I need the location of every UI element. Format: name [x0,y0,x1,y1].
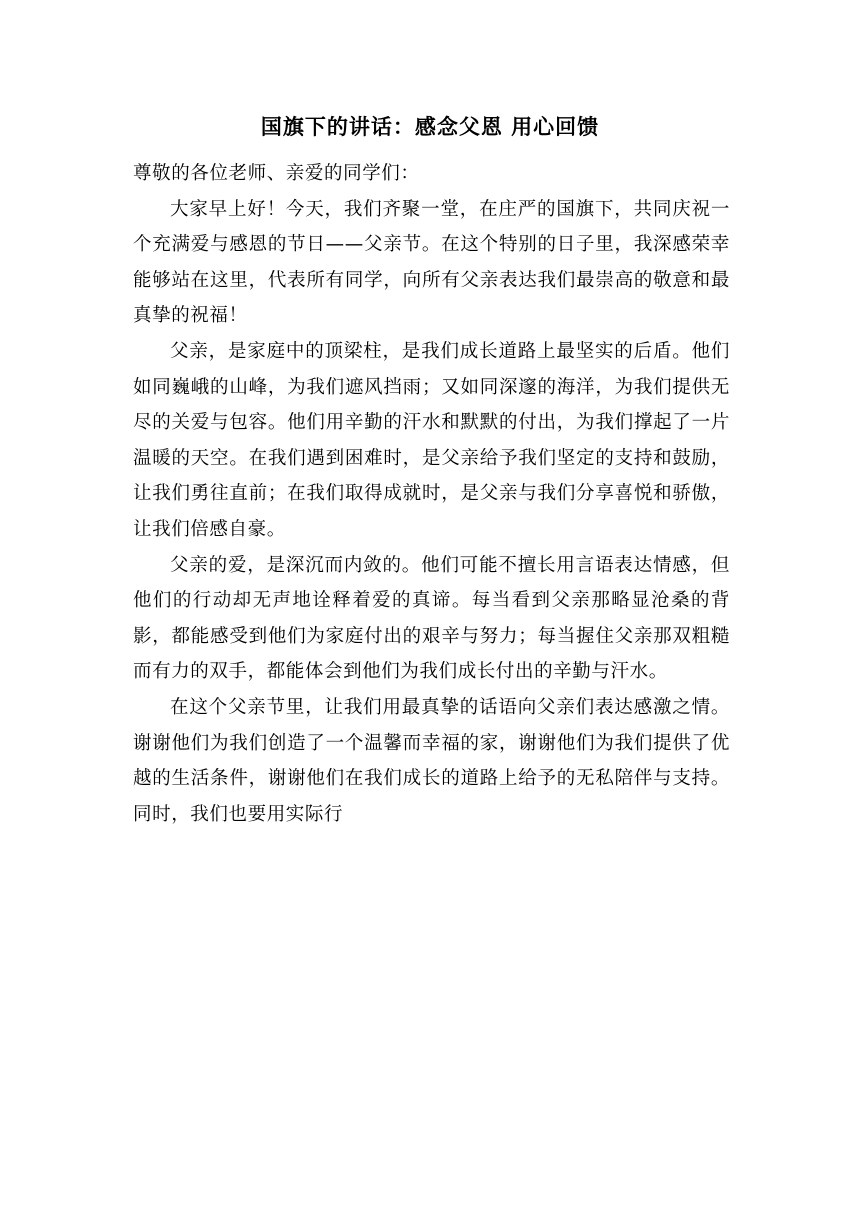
document-body [133,156,730,832]
greeting-line: 尊敬的各位老师、亲爱的同学们： [133,163,420,184]
paragraph-3: 父亲的爱，是深沉而内敛的。他们可能不擅长用言语表达情感，但他们的行动却无声地诠释着爱的真谛。每当看到父亲那略显沧桑的背影，都能感受到他们为家庭付出的艰辛与努力；每当握住父亲那双粗糙而有力的双手，都能体会到他们为我们成长付出的辛勤与汗水。 [133,554,730,683]
paragraph-1: 大家早上好！今天，我们齐聚一堂，在庄严的国旗下，共同庆祝一个充满爱与感恩的节日——父亲节。在这个特别的日子里，我深感荣幸能够站在这里，代表所有同学，向所有父亲表达我们最崇高的敬意和最真挚的祝福！ [133,198,730,327]
paragraph-4: 在这个父亲节里，让我们用最真挚的话语向父亲们表达感激之情。谢谢他们为我们创造了一个温馨而幸福的家，谢谢他们为我们提供了优越的生活条件，谢谢他们在我们成长的道路上给予的无私陪伴与支持。同时，我们也要用实际行 [133,696,730,825]
document-title: 国旗下的讲话：感念父恩 用心回馈 [260,115,600,139]
paragraph-2: 父亲，是家庭中的顶梁柱，是我们成长道路上最坚实的后盾。他们如同巍峨的山峰，为我们遮风挡雨；又如同深邃的海洋，为我们提供无尽的关爱与包容。他们用辛勤的汗水和默默的付出，为我们撑起了一片温暖的天空。在我们遇到困难时，是父亲给予我们坚定的支持和鼓励，让我们勇往直前；在我们取得成就时，是父亲与我们分享喜悦和骄傲，让我们倍感自豪。 [133,340,730,540]
